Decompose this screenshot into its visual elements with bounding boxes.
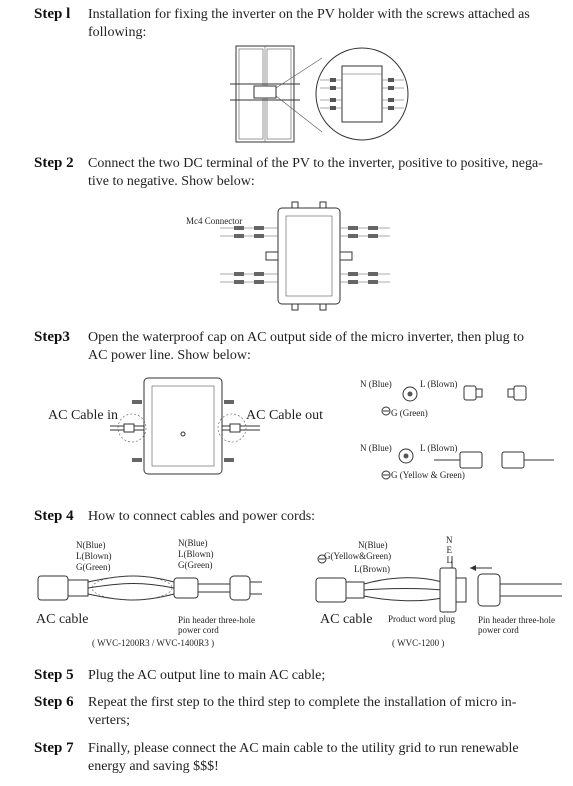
step-6-text-line-1: Repeat the first step to the third step to complete the installation of micro in- [88, 695, 517, 710]
left-n-blue-label-2: N(Blue) [178, 538, 208, 548]
step-5-label: Step 5 [34, 667, 74, 683]
ac-cable-out-label: AC Cable out [246, 408, 323, 423]
step-3-text-line-2: AC power line. Show below: [88, 348, 251, 363]
step-3-label: Step3 [34, 329, 70, 345]
ac-cable-in-label: AC Cable in [48, 408, 118, 423]
step-2-text-line-2: tive to negative. Show below: [88, 174, 255, 189]
right-l-brown-label: L(Brown) [354, 564, 390, 574]
right-n-blue-label: N(Blue) [358, 540, 388, 550]
right-pin-header-caption [478, 615, 555, 635]
step-1-figure [230, 44, 440, 144]
left-l-blown-label: L(Blown) [76, 551, 112, 561]
step-7-label: Step 7 [34, 740, 74, 756]
left-l-blown-label-2: L(Blown) [178, 549, 214, 559]
step-1-text-line-1: Installation for fixing the inverter on the PV holder with the screws attached as [88, 7, 530, 22]
top-n-blue-label: N (Blue) [360, 379, 392, 389]
right-wire-labels [358, 540, 388, 551]
step-7-text-line-2: energy and saving $$$! [88, 759, 219, 774]
right-pin-header-line-1: Pin header three-hole [478, 615, 555, 625]
step-5-text-line-1: Plug the AC output line to main AC cable; [88, 668, 326, 683]
step-4-left-figure [34, 568, 264, 610]
left-pin-header-line-2: power cord [178, 625, 219, 635]
pin-e-label: E [446, 545, 452, 555]
left-pin-header-line-1: Pin header three-hole [178, 615, 255, 625]
left-ac-cable-label: AC cable [36, 612, 89, 627]
right-ac-cable-label: AC cable [320, 612, 373, 627]
step-1-text-line-2: following: [88, 25, 147, 40]
left-g-green-label: G(Green) [76, 562, 111, 572]
right-plug-label: Product word plug [388, 614, 455, 624]
step-1-label: Step l [34, 6, 71, 22]
step-6-text-line-2: verters; [88, 713, 130, 728]
step-3-bottom-connector-figure [374, 440, 554, 480]
right-g-yellow-green-label: G(Yellow&Green) [324, 551, 392, 561]
left-pin-header-caption [178, 615, 255, 635]
step-4-label: Step 4 [34, 508, 74, 524]
left-g-green-label-2: G(Green) [178, 560, 213, 570]
top-l-blown-label: L (Blown) [420, 379, 458, 389]
left-wire-labels-b [178, 538, 214, 571]
mc4-connector-label: Mc4 Connector [186, 216, 243, 226]
step-2-text-line-1: Connect the two DC terminal of the PV to the inverter, positive to positive, nega- [88, 156, 543, 171]
step-4-right-figure [312, 552, 562, 612]
bottom-g-yellow-green-label: G (Yellow & Green) [391, 470, 465, 480]
step-7-text-line-1: Finally, please connect the AC main cable to the utility grid to run renewable [88, 741, 519, 756]
pin-l-label: L [446, 555, 452, 565]
step-6-label: Step 6 [34, 694, 74, 710]
left-n-blue-label: N(Blue) [76, 540, 106, 550]
right-pin-header-line-2: power cord [478, 625, 519, 635]
bottom-l-blown-label: L (Blown) [420, 443, 458, 453]
step-3-top-connector-figure [374, 378, 544, 418]
step-2-label: Step 2 [34, 155, 74, 171]
step-2-figure [220, 202, 390, 310]
bottom-n-blue-label: N (Blue) [360, 443, 392, 453]
step-3-left-figure [110, 372, 260, 482]
step-3-text-line-1: Open the waterproof cap on AC output side of the micro inverter, then plug to [88, 330, 525, 345]
right-model-label: ( WVC-1200 ) [392, 638, 445, 648]
pin-n-label: N [446, 535, 453, 545]
top-g-green-label: G (Green) [391, 408, 428, 418]
step-4-text-line-1: How to connect cables and power cords: [88, 509, 316, 524]
left-model-label: ( WVC-1200R3 / WVC-1400R3 ) [92, 638, 215, 648]
